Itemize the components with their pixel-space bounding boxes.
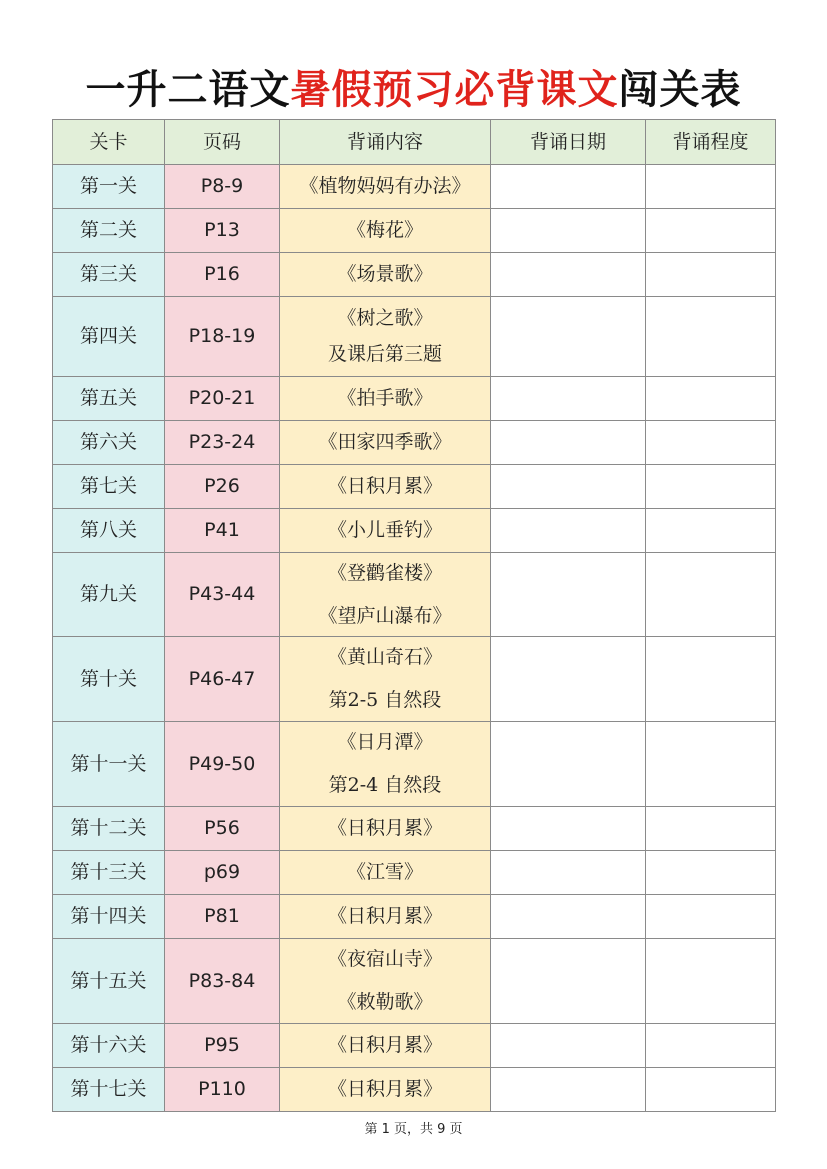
progress-cell[interactable] (646, 637, 776, 722)
level-cell: 第十六关 (53, 1024, 165, 1068)
progress-cell[interactable] (646, 209, 776, 253)
header-page: 页码 (165, 120, 280, 165)
date-cell[interactable] (491, 165, 646, 209)
page-cell: P110 (165, 1068, 280, 1112)
table-row (53, 209, 776, 253)
level-cell: 第十关 (53, 637, 165, 722)
content-line: 《黄山奇石》 (327, 646, 442, 669)
page-cell: P56 (165, 807, 280, 851)
content-line: 《日积月累》 (327, 1034, 442, 1057)
level-cell: 第十五关 (53, 939, 165, 1024)
date-cell[interactable] (491, 722, 646, 807)
table-row (53, 1024, 776, 1068)
date-cell[interactable] (491, 297, 646, 377)
content-line: 《田家四季歌》 (318, 431, 452, 454)
page-cell: P8-9 (165, 165, 280, 209)
level-cell: 第四关 (53, 297, 165, 377)
table-row (53, 465, 776, 509)
progress-cell[interactable] (646, 553, 776, 637)
table-row (53, 421, 776, 465)
date-cell[interactable] (491, 851, 646, 895)
content-line: 《夜宿山寺》 (327, 948, 442, 971)
content-line: 《梅花》 (346, 219, 423, 242)
date-cell[interactable] (491, 939, 646, 1024)
level-cell: 第八关 (53, 509, 165, 553)
content-line: 《江雪》 (346, 861, 423, 884)
date-cell[interactable] (491, 465, 646, 509)
title-part-1: 一升二语文 (85, 67, 291, 113)
table-row (53, 297, 776, 377)
content-cell (280, 637, 491, 722)
date-cell[interactable] (491, 637, 646, 722)
level-cell: 第十四关 (53, 895, 165, 939)
progress-cell[interactable] (646, 851, 776, 895)
level-cell: 第二关 (53, 209, 165, 253)
content-cell (280, 895, 491, 939)
content-line: 《日月潭》 (337, 731, 433, 754)
level-cell: 第六关 (53, 421, 165, 465)
table-header-row (53, 120, 776, 165)
content-line: 《树之歌》 (337, 307, 433, 330)
title-part-2: 暑假预习必背课文 (290, 67, 619, 113)
page-footer: 第 1 页，共 9 页 (364, 1122, 463, 1137)
progress-cell[interactable] (646, 253, 776, 297)
progress-cell[interactable] (646, 807, 776, 851)
content-cell (280, 253, 491, 297)
date-cell[interactable] (491, 421, 646, 465)
date-cell[interactable] (491, 1024, 646, 1068)
content-cell (280, 553, 491, 637)
content-cell (280, 722, 491, 807)
progress-cell[interactable] (646, 1068, 776, 1112)
content-cell (280, 209, 491, 253)
table-row (53, 165, 776, 209)
page-cell: P43-44 (165, 553, 280, 637)
date-cell[interactable] (491, 509, 646, 553)
date-cell[interactable] (491, 553, 646, 637)
progress-cell[interactable] (646, 377, 776, 421)
content-line: 《植物妈妈有办法》 (299, 175, 471, 198)
progress-cell[interactable] (646, 895, 776, 939)
table-row (53, 253, 776, 297)
level-cell: 第一关 (53, 165, 165, 209)
content-line: 《小儿垂钓》 (327, 519, 442, 542)
page-cell: p69 (165, 851, 280, 895)
table-row (53, 895, 776, 939)
content-cell (280, 421, 491, 465)
content-line: 《拍手歌》 (337, 387, 433, 410)
content-cell (280, 465, 491, 509)
page-cell: P26 (165, 465, 280, 509)
content-line: 《登鹳雀楼》 (327, 561, 442, 584)
date-cell[interactable] (491, 895, 646, 939)
page-cell: P46-47 (165, 637, 280, 722)
progress-cell[interactable] (646, 1024, 776, 1068)
page-cell: P83-84 (165, 939, 280, 1024)
content-line: 第2-5 自然段 (328, 689, 442, 711)
header-progress: 背诵程度 (646, 120, 776, 165)
content-line: 《望庐山瀑布》 (318, 604, 452, 627)
content-cell (280, 1068, 491, 1112)
table-row (53, 722, 776, 807)
content-line: 及课后第三题 (327, 343, 442, 365)
level-cell: 第五关 (53, 377, 165, 421)
page-cell: P13 (165, 209, 280, 253)
table-row (53, 939, 776, 1024)
progress-cell[interactable] (646, 421, 776, 465)
page-cell: P20-21 (165, 377, 280, 421)
progress-cell[interactable] (646, 297, 776, 377)
content-line: 《场景歌》 (337, 263, 433, 286)
content-line: 《日积月累》 (327, 475, 442, 498)
content-cell (280, 1024, 491, 1068)
content-cell (280, 807, 491, 851)
content-cell (280, 297, 491, 377)
table-row (53, 377, 776, 421)
table-row (53, 807, 776, 851)
level-cell: 第九关 (53, 553, 165, 637)
title-part-3: 闯关表 (618, 67, 742, 113)
page-cell: P95 (165, 1024, 280, 1068)
content-cell (280, 939, 491, 1024)
page-cell: P49-50 (165, 722, 280, 807)
date-cell[interactable] (491, 377, 646, 421)
content-cell (280, 509, 491, 553)
table-row (53, 1068, 776, 1112)
recitation-table (52, 119, 776, 1112)
date-cell[interactable] (491, 1068, 646, 1112)
header-level: 关卡 (53, 120, 165, 165)
page-cell: P81 (165, 895, 280, 939)
level-cell: 第三关 (53, 253, 165, 297)
header-content: 背诵内容 (280, 120, 491, 165)
table-row (53, 553, 776, 637)
progress-cell[interactable] (646, 722, 776, 807)
page-cell: P16 (165, 253, 280, 297)
progress-cell[interactable] (646, 939, 776, 1024)
progress-cell[interactable] (646, 165, 776, 209)
content-cell (280, 377, 491, 421)
level-cell: 第七关 (53, 465, 165, 509)
progress-cell[interactable] (646, 465, 776, 509)
date-cell[interactable] (491, 807, 646, 851)
content-line: 《日积月累》 (327, 817, 442, 840)
date-cell[interactable] (491, 209, 646, 253)
page-cell: P23-24 (165, 421, 280, 465)
level-cell: 第十七关 (53, 1068, 165, 1112)
content-line: 《敕勒歌》 (337, 991, 433, 1013)
progress-cell[interactable] (646, 509, 776, 553)
content-line: 《日积月累》 (327, 1078, 442, 1101)
header-date: 背诵日期 (491, 120, 646, 165)
date-cell[interactable] (491, 253, 646, 297)
page-cell: P18-19 (165, 297, 280, 377)
level-cell: 第十一关 (53, 722, 165, 807)
page-cell: P41 (165, 509, 280, 553)
page-title (0, 58, 827, 115)
content-line: 《日积月累》 (327, 905, 442, 928)
content-line: 第2-4 自然段 (328, 774, 442, 796)
content-cell (280, 851, 491, 895)
table-row (53, 637, 776, 722)
table-row (53, 851, 776, 895)
level-cell: 第十二关 (53, 807, 165, 851)
content-cell (280, 165, 491, 209)
table-row (53, 509, 776, 553)
level-cell: 第十三关 (53, 851, 165, 895)
